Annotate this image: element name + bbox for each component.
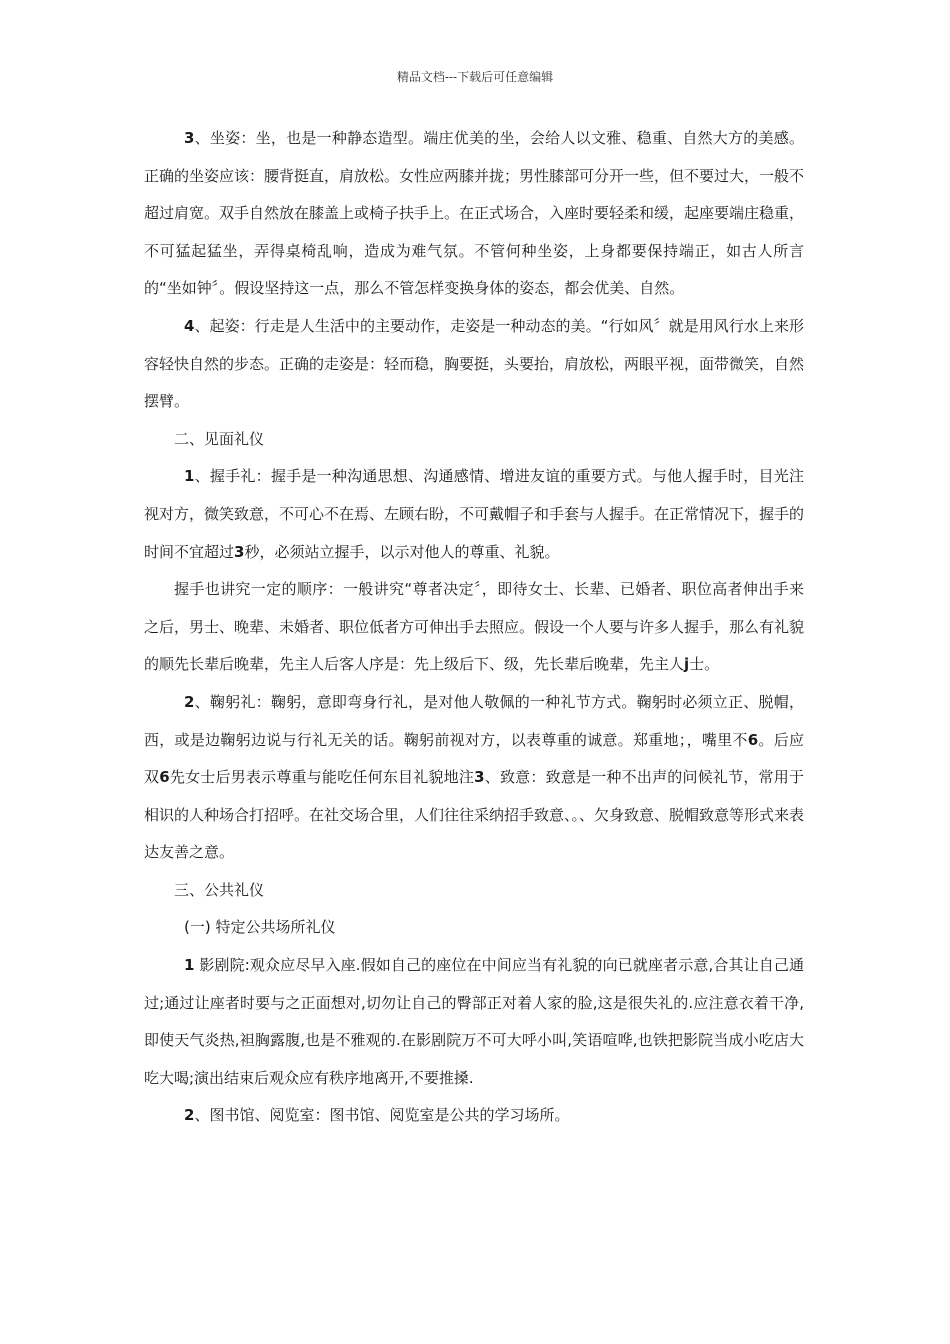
paragraph-text: 、致意：致意是一种不出声的问候礼节，常用于相识的人种场合打招呼。在社交场合里，人们往往采纳招手致意、。、欠身致意、脱帽致意等形式来表达友善之意。	[144, 768, 805, 862]
paragraph-text: 、图书馆、阅览室：图书馆、阅览室是公共的学习场所。	[194, 1106, 570, 1125]
stray-letter: j	[684, 655, 690, 674]
paragraph-handshake-order	[144, 571, 804, 684]
section-number: 2	[184, 1106, 195, 1125]
section-number: 2	[184, 692, 195, 711]
paragraph-theater	[144, 947, 804, 1097]
section-number: 1	[184, 956, 195, 975]
paragraph-library	[144, 1097, 804, 1135]
paragraph-text: 、握手礼：握手是一种沟通思想、沟通感情、增进友谊的重要方式。与他人握手时，目光注视对方，微笑致意，不可心不在焉、左顾右盼，不可戴帽子和手套与人握手。在正常情况下，握手的时间不宜超过	[144, 467, 805, 561]
inline-number: 3	[234, 542, 245, 561]
paragraph-handshake	[144, 458, 804, 571]
page-header: 精品文档---下载后可任意编辑	[396, 70, 554, 84]
paragraph-text: 、坐姿：坐，也是一种静态造型。端庄优美的坐，会给人以文雅、稳重、自然大方的美感。正确的坐姿应该：腰背挺直，肩放松。女性应两膝并拢；男性膝部可分开一些，但不要过大，一般不超过肩宽。双手自然放在膝盖上或椅子扶手上。在正式场合，入座时要轻柔和缓，起座要端庄稳重，不可猛起猛坐，弄得桌椅乱响，造成为难气氛。不管何种坐姿，上身都要保持端正，如古人所言的“坐如钟〞。假设坚持这一点，那么不管怎样变换身体的姿态，都会优美、自然。	[144, 129, 805, 298]
section-number: 4	[184, 316, 195, 335]
subheading-specific-places: (一) 特定公共场所礼仪	[184, 918, 336, 937]
paragraph-text: 先女士后男表示尊重与能吃任何东目礼貌地注	[169, 768, 475, 787]
paragraph-sitting-posture	[144, 120, 804, 308]
paragraph-bowing	[144, 684, 804, 872]
section-number: 3	[184, 129, 195, 147]
paragraph-text: 。后应双	[144, 730, 804, 787]
document-body	[144, 120, 804, 1135]
paragraph-walking-posture	[144, 308, 804, 421]
paragraph-text: 秒，必须站立握手，以示对他人的尊重、礼貌。	[244, 542, 560, 561]
paragraph-text: 、鞠躬礼：鞠躬，意即弯身行礼，是对他人敬佩的一种礼节方式。鞠躬时必须立正、脱帽，西，或是边鞠躬边说与行礼无关的话。鞠躬前视对方，以表尊重的诚意。郑重地；，嘴里不	[144, 692, 804, 749]
section-number: 1	[184, 467, 195, 486]
paragraph-text: 、起姿：行走是人生活中的主要动作，走姿是一种动态的美。“行如风〞就是用风行水上来形容轻快自然的步态。正确的走姿是：轻而稳，胸要挺，头要抬，肩放松，两眼平视，面带微笑，自然摆臂。	[144, 316, 805, 411]
paragraph-text: 影剧院:观众应尽早入座.假如自己的座位在中间应当有礼貌的向已就座者示意,合其让自己通过;通过让座者时要与之正面想对,切勿让自己的臀部正对着人家的脸,这是很失礼的.应注意衣着干净,即使天气炎热,袒胸露腹,也是不雅观的.在影剧院万不可大呼小叫,笑语喧哗,也铁把影院当成小吃店大吃大喝;演出结束后观众应有秩序地离开,不要推搡.	[144, 956, 804, 1087]
inline-number: 6	[747, 730, 759, 749]
inline-number: 6	[159, 768, 170, 787]
inline-number: 3	[474, 768, 485, 787]
heading-meeting-etiquette: 二、见面礼仪	[174, 429, 265, 448]
heading-public-etiquette: 三、公共礼仪	[174, 880, 265, 899]
paragraph-text: 握手也讲究一定的顺序：一般讲究“尊者决定〞，即待女士、长辈、已婚者、职位高者伸出手来之后，男士、晚辈、未婚者、职位低者方可伸出手去照应。假设一个人要与许多人握手，那么有礼貌的顺先长辈后晚辈，先主人后客人序是：先上级后下、级，先长辈后晚辈，先主人	[144, 580, 805, 674]
paragraph-text: 士。	[689, 655, 720, 674]
